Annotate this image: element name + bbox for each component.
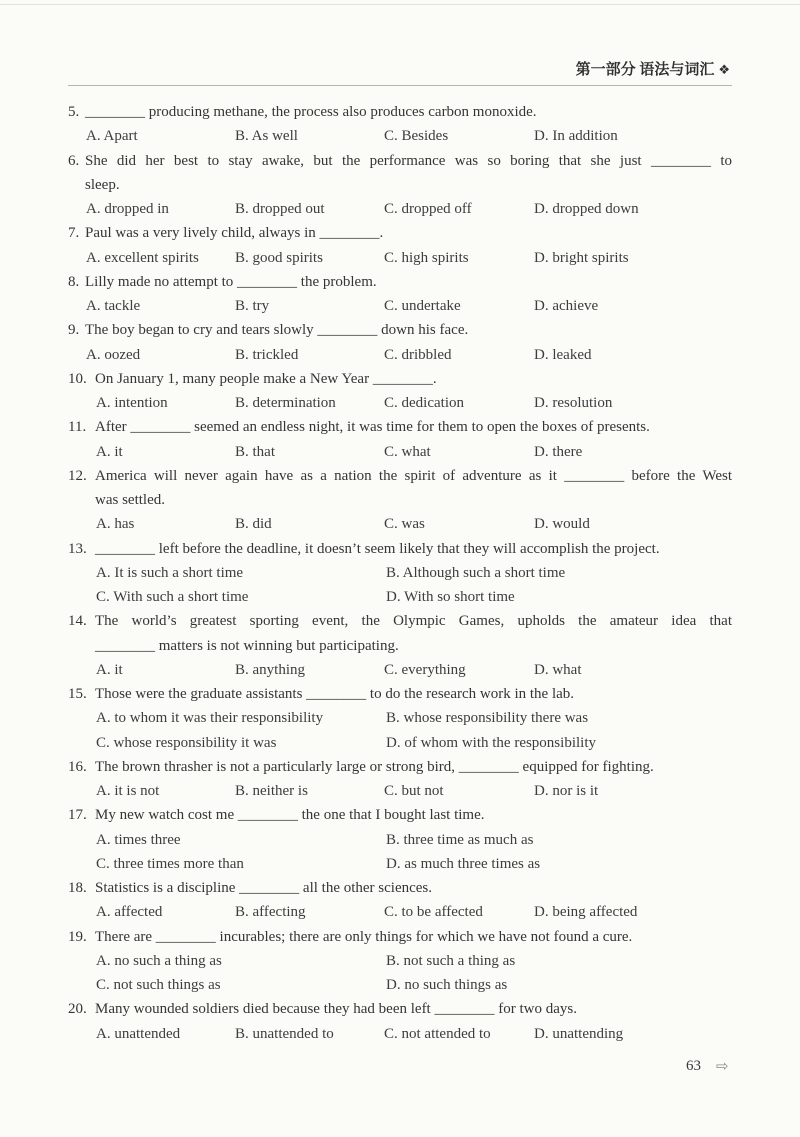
option-row bbox=[68, 294, 732, 318]
option-row bbox=[68, 706, 732, 730]
question-text: The brown thrasher is not a particularly large or strong bird, ________ equipped for fighting. bbox=[95, 758, 654, 775]
next-page-arrow-icon: ⇨ bbox=[716, 1057, 729, 1075]
question-stem bbox=[68, 997, 732, 1021]
question-text: My new watch cost me ________ the one that I bought last time. bbox=[95, 807, 485, 824]
question-10 bbox=[68, 367, 732, 416]
option-b: B. did bbox=[235, 516, 272, 533]
option-a: A. tackle bbox=[86, 298, 141, 314]
scan-edge-line bbox=[0, 4, 800, 5]
option-d: D. dropped down bbox=[534, 201, 639, 217]
option-c: C. to be affected bbox=[384, 904, 483, 921]
question-number: 12. bbox=[68, 467, 87, 484]
option-row bbox=[68, 779, 732, 803]
question-stem bbox=[68, 221, 732, 245]
option-c: C. not attended to bbox=[384, 1025, 491, 1042]
option-row bbox=[68, 391, 732, 415]
question-stem bbox=[68, 876, 732, 900]
question-number: 19. bbox=[68, 928, 87, 945]
option-a: A. unattended bbox=[96, 1025, 181, 1042]
question-17 bbox=[68, 803, 732, 876]
question-text: ________ producing methane, the process also produces carbon monoxide. bbox=[85, 104, 537, 120]
question-16 bbox=[68, 755, 732, 804]
question-stem bbox=[68, 925, 732, 949]
option-d: D. bright spirits bbox=[534, 249, 629, 266]
option-b: B. try bbox=[235, 298, 270, 314]
question-stem bbox=[68, 367, 732, 391]
option-c: C. three times more than bbox=[96, 855, 244, 872]
question-8 bbox=[68, 270, 732, 319]
option-d: D. of whom with the responsibility bbox=[386, 734, 596, 751]
option-a: A. has bbox=[96, 516, 135, 533]
page-number: 63 bbox=[686, 1058, 701, 1074]
question-stem bbox=[68, 755, 732, 779]
question-text: Paul was a very lively child, always in ________. bbox=[85, 225, 384, 242]
option-d: D. With so short time bbox=[386, 589, 515, 605]
ornament-icon: ❖ bbox=[718, 63, 730, 78]
option-c: C. With such a short time bbox=[96, 589, 249, 605]
option-row bbox=[68, 731, 732, 755]
option-row bbox=[68, 246, 732, 270]
question-text: Statistics is a discipline ________ all the other sciences. bbox=[95, 880, 433, 896]
option-d: D. resolution bbox=[534, 395, 613, 411]
question-text-continued: sleep. bbox=[85, 176, 120, 193]
question-stem bbox=[68, 609, 732, 633]
question-text: There are ________ incurables; there are only things for which we have not found a cure. bbox=[95, 928, 633, 945]
option-a: A. times three bbox=[96, 831, 181, 848]
question-12 bbox=[68, 464, 732, 537]
question-stem bbox=[68, 318, 732, 342]
question-text: Lilly made no attempt to ________ the problem. bbox=[85, 273, 377, 290]
question-number: 17. bbox=[68, 807, 87, 824]
option-row bbox=[68, 900, 732, 924]
option-d: D. no such things as bbox=[386, 977, 508, 993]
option-a: A. it bbox=[96, 661, 123, 678]
question-text: She did her best to stay awake, but the performance was so boring that she just ________ to bbox=[85, 152, 732, 169]
question-stem bbox=[68, 682, 732, 706]
option-row bbox=[68, 197, 732, 221]
option-a: A. oozed bbox=[86, 346, 141, 363]
option-a: A. intention bbox=[96, 395, 168, 411]
question-text: After ________ seemed an endless night, it was time for them to open the boxes of presents. bbox=[95, 419, 650, 436]
option-d: D. would bbox=[534, 516, 590, 533]
question-list bbox=[68, 100, 732, 1046]
section-title: 第一部分 语法与词汇 bbox=[575, 62, 715, 78]
option-row bbox=[68, 561, 732, 585]
option-b: B. not such a thing as bbox=[386, 952, 516, 969]
question-number: 10. bbox=[68, 370, 87, 387]
option-row bbox=[68, 852, 732, 876]
question-number: 6. bbox=[68, 152, 80, 169]
option-c: C. was bbox=[384, 516, 425, 533]
option-b: B. whose responsibility there was bbox=[386, 710, 589, 727]
question-number: 9. bbox=[68, 322, 80, 339]
question-stem bbox=[68, 100, 732, 124]
question-number: 14. bbox=[68, 613, 87, 630]
question-14 bbox=[68, 609, 732, 682]
question-number: 5. bbox=[68, 104, 80, 120]
option-b: B. dropped out bbox=[235, 201, 325, 217]
question-text-continued: ________ matters is not winning but participating. bbox=[95, 637, 399, 654]
question-19 bbox=[68, 925, 732, 998]
option-row bbox=[68, 949, 732, 973]
question-stem bbox=[68, 464, 732, 488]
question-text: Many wounded soldiers died because they had been left ________ for two days. bbox=[95, 1001, 577, 1018]
option-d: D. nor is it bbox=[534, 783, 599, 799]
option-d: D. leaked bbox=[534, 346, 592, 363]
question-text: On January 1, many people make a New Year ________. bbox=[95, 370, 437, 387]
option-d: D. there bbox=[534, 443, 583, 460]
option-a: A. excellent spirits bbox=[86, 249, 199, 266]
question-15 bbox=[68, 682, 732, 755]
option-row bbox=[68, 973, 732, 997]
question-number: 16. bbox=[68, 758, 87, 775]
option-b: B. three time as much as bbox=[386, 831, 534, 848]
question-stem bbox=[68, 415, 732, 439]
option-a: A. Apart bbox=[86, 128, 138, 145]
question-20 bbox=[68, 997, 732, 1046]
question-stem bbox=[68, 270, 732, 294]
option-b: B. trickled bbox=[235, 346, 299, 363]
option-row bbox=[68, 585, 732, 609]
option-d: D. being affected bbox=[534, 904, 638, 921]
question-text: The world’s greatest sporting event, the Olympic Games, upholds the amateur idea that bbox=[95, 613, 732, 630]
question-number: 11. bbox=[68, 419, 87, 436]
question-text-continued: was settled. bbox=[95, 492, 165, 508]
option-c: C. what bbox=[384, 443, 431, 460]
option-b: B. Although such a short time bbox=[386, 564, 566, 581]
option-a: A. dropped in bbox=[86, 201, 169, 217]
option-d: D. achieve bbox=[534, 298, 599, 314]
option-a: A. It is such a short time bbox=[96, 564, 244, 581]
question-13 bbox=[68, 537, 732, 610]
option-b: B. determination bbox=[235, 395, 336, 411]
question-number: 15. bbox=[68, 686, 87, 702]
option-c: C. undertake bbox=[384, 298, 461, 314]
option-row bbox=[68, 658, 732, 682]
option-row bbox=[68, 828, 732, 852]
question-9 bbox=[68, 318, 732, 367]
question-11 bbox=[68, 415, 732, 464]
option-row bbox=[68, 343, 732, 367]
option-d: D. as much three times as bbox=[386, 855, 541, 872]
option-c: C. Besides bbox=[384, 128, 449, 145]
option-c: C. high spirits bbox=[384, 249, 469, 266]
question-5 bbox=[68, 100, 732, 149]
question-7 bbox=[68, 221, 732, 270]
question-number: 18. bbox=[68, 880, 87, 896]
option-row bbox=[68, 124, 732, 148]
option-b: B. good spirits bbox=[235, 249, 323, 266]
option-b: B. unattended to bbox=[235, 1025, 334, 1042]
running-header bbox=[576, 60, 730, 80]
option-b: B. anything bbox=[235, 661, 305, 678]
question-text: Those were the graduate assistants ________ to do the research work in the lab. bbox=[95, 686, 575, 702]
option-c: C. dropped off bbox=[384, 201, 472, 217]
option-a: A. no such a thing as bbox=[96, 952, 222, 969]
question-number: 7. bbox=[68, 225, 80, 242]
option-b: B. affecting bbox=[235, 904, 306, 921]
question-stem bbox=[68, 149, 732, 173]
option-b: B. neither is bbox=[235, 783, 308, 799]
question-number: 8. bbox=[68, 273, 80, 290]
option-c: C. whose responsibility it was bbox=[96, 734, 277, 751]
option-c: C. dribbled bbox=[384, 346, 452, 363]
option-c: C. not such things as bbox=[96, 977, 221, 993]
question-6 bbox=[68, 149, 732, 222]
option-b: B. As well bbox=[235, 128, 298, 145]
option-d: D. In addition bbox=[534, 128, 618, 145]
option-c: C. dedication bbox=[384, 395, 464, 411]
option-a: A. it is not bbox=[96, 783, 160, 799]
question-stem bbox=[68, 803, 732, 827]
option-d: D. unattending bbox=[534, 1025, 624, 1042]
option-row bbox=[68, 440, 732, 464]
question-text: ________ left before the deadline, it doesn’t seem likely that they will accomplish the project. bbox=[95, 540, 660, 557]
question-18 bbox=[68, 876, 732, 925]
option-a: A. to whom it was their responsibility bbox=[96, 710, 324, 727]
question-text: America will never again have as a nation the spirit of adventure as it ________ before the West bbox=[95, 467, 732, 484]
option-d: D. what bbox=[534, 661, 582, 678]
option-b: B. that bbox=[235, 443, 275, 460]
question-number: 20. bbox=[68, 1001, 87, 1018]
option-row bbox=[68, 512, 732, 536]
option-a: A. affected bbox=[96, 904, 163, 921]
question-stem bbox=[68, 537, 732, 561]
option-a: A. it bbox=[96, 443, 123, 460]
header-divider bbox=[68, 85, 732, 86]
option-c: C. but not bbox=[384, 783, 444, 799]
question-text: The boy began to cry and tears slowly ________ down his face. bbox=[85, 322, 469, 339]
question-number: 13. bbox=[68, 540, 87, 557]
option-c: C. everything bbox=[384, 661, 466, 678]
option-row bbox=[68, 1022, 732, 1046]
